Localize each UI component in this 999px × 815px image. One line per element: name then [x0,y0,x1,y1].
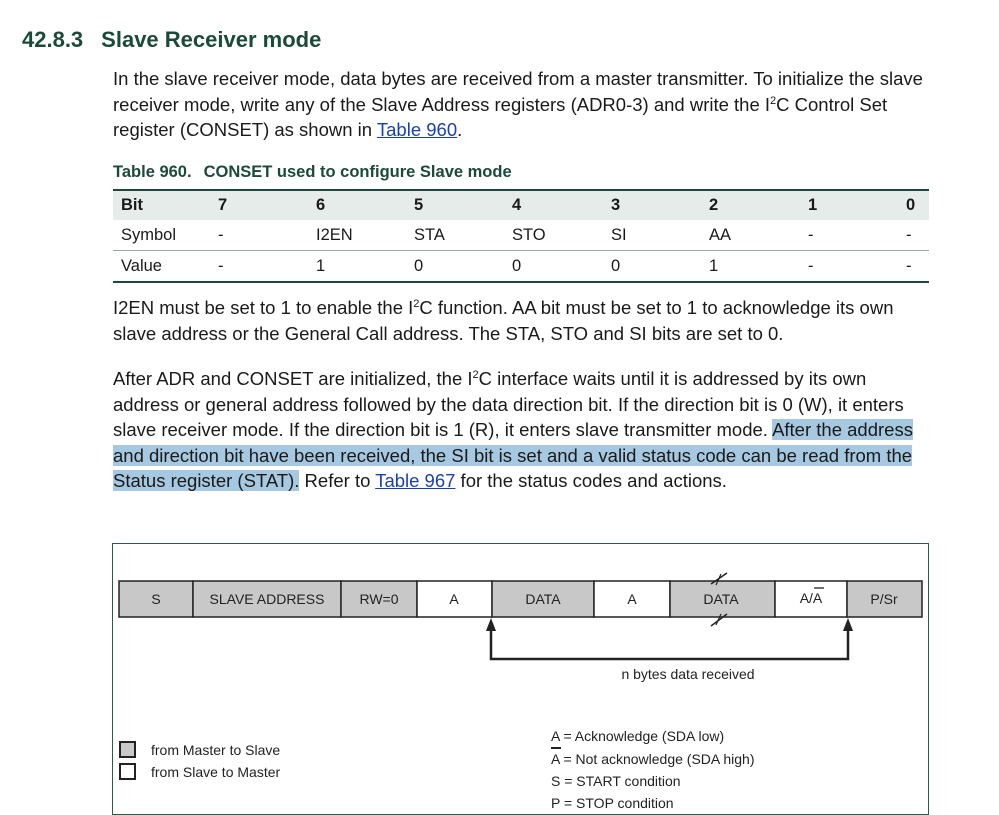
table-cell: Symbol [113,220,210,251]
nack-overbar-line [551,747,561,749]
table-cell: STO [504,220,603,251]
abbrev-stop: P = STOP condition [551,795,674,811]
frame-cell-label: DATA [525,591,561,607]
legend-master-to-slave: from Master to Slave [151,742,281,758]
legend-slave-to-master: from Slave to Master [151,764,281,780]
table-header-cell: 0 [906,196,916,214]
table-header-cell: 4 [512,196,522,214]
abbrev-nack: A = Not acknowledge (SDA high) [551,751,755,767]
table-header-row [113,190,929,220]
table-row [113,220,929,251]
table-cell: 1 [701,251,800,283]
table-cell: - [898,251,929,283]
frame-cell-label: RW=0 [359,591,399,607]
table-header-cell: Bit [121,196,143,214]
table-caption-number: Table 960. [113,163,192,181]
table-cell: - [800,251,898,283]
table-header-cell: 5 [414,196,424,214]
conset-table [113,189,929,283]
frame-cell-label: A [449,591,459,607]
frame-cell-label: S [151,591,161,607]
frame-cell-label: DATA [703,591,739,607]
table-header-cell: 3 [611,196,621,214]
loop-label: n bytes data received [621,666,755,682]
abbrev-ack: A = Acknowledge (SDA low) [551,728,725,744]
addressing-paragraph: After ADR and CONSET are initialized, the $I^2C$ interface waits until it is addressed by its own address or general address followed by the data direction bit. If the direction bit is 0 (W), it enters slave receiver mode. If the direction bit is 1 (R), it enters slave transmitter mode. After the address and direction bit have been received, the SI bit is set and a valid status code can be read from the Status register (STAT). Refer to Table 967 for the status codes and actions. [113,368,913,492]
table-cell: AA [701,220,800,251]
intro-paragraph: In the slave receiver mode, data bytes are received from a master transmitter. To initialize the slave receiver mode, write any of the Slave Address registers (ADR0-3) and write the $I^2C$ Control Set register (CONSET) as shown in Table 960. [113,68,923,141]
i2en-paragraph: I2EN must be set to 1 to enable the $I^2C$ function. AA bit must be set to 1 to acknowledge its own slave address or the General Call address. The STA, STO and SI bits are set to 0. [113,297,894,344]
table-row [113,251,929,283]
table-cell: I2EN [308,220,406,251]
table-cell: - [800,220,898,251]
selected-text-highlight[interactable]: After the address and direction bit have been received, the SI bit is set and a valid status code can be read from the Status register (STAT). [113,419,913,492]
table-967-link[interactable]: Table 967 [375,470,456,492]
frame-cell-label: A [627,591,637,607]
table-header-cell: 1 [808,196,818,214]
table-header-cell: 6 [316,196,326,214]
frame-cell-label: SLAVE ADDRESS [209,591,325,607]
table-cell: - [210,251,308,283]
table-cell: - [898,220,929,251]
frame-cell-label: P/Sr [870,591,898,607]
repeat-loop-line [491,622,848,659]
table-960-link[interactable]: Table 960 [376,119,458,141]
table-cell: Value [113,251,210,283]
table-caption-title: CONSET used to configure Slave mode [203,163,512,181]
slave-to-master-swatch [119,763,136,780]
table-cell: 0 [603,251,701,283]
table-header-cell: 2 [709,196,719,214]
table-caption [113,163,512,182]
table-cell: STA [406,220,504,251]
section-heading [22,27,321,53]
section-number: 42.8.3 [22,27,84,52]
slave-receiver-frame-figure [112,543,929,815]
master-to-slave-swatch [119,741,136,758]
repeat-arrowhead [843,618,853,631]
table-header-cell: 7 [218,196,228,214]
repeat-arrowhead [486,618,496,631]
table-cell: 0 [504,251,603,283]
frame-cell-label: A/A [799,590,823,606]
table-cell: SI [603,220,701,251]
table-cell: 1 [308,251,406,283]
abbrev-start: S = START condition [551,773,681,789]
table-cell: 0 [406,251,504,283]
table-cell: - [210,220,308,251]
section-title: Slave Receiver mode [101,27,322,52]
